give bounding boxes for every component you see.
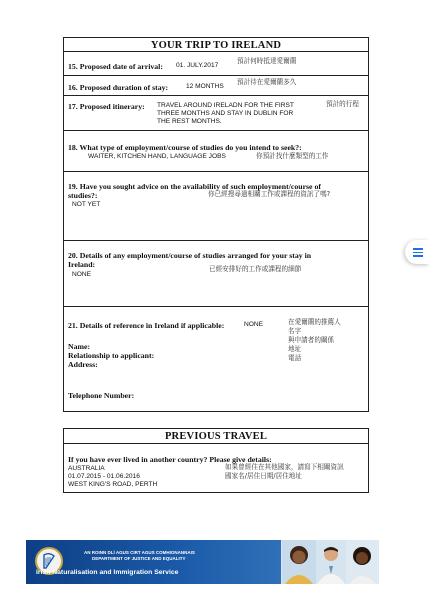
divider — [64, 171, 368, 172]
banner-service-name: Irish Naturalisation and Immigration Service — [36, 569, 179, 576]
q15-answer[interactable]: 01. JULY.2017 — [176, 62, 219, 69]
q19-note: 你已經搜尋過相關工作或課程的資訊了嗎? — [208, 190, 331, 198]
q20-label-line-1: 20. Details of any employment/course of studies arranged for your stay in — [68, 251, 312, 260]
divider — [64, 443, 368, 444]
previous-travel-dates[interactable]: 01.07.2015 - 01.06.2016 — [68, 473, 140, 480]
divider — [64, 130, 368, 131]
portrait-woman-icon — [282, 540, 316, 584]
divider — [64, 306, 368, 307]
q18-label: 18. What type of employment/course of studies do you intend to seek?: — [68, 143, 302, 152]
previous-travel-note-2: 國家名/居住日期/居住地址 — [225, 472, 302, 480]
q17-answer-line-2[interactable]: THREE MONTHS AND STAY IN DUBLIN FOR — [157, 110, 294, 117]
q21-label: 21. Details of reference in Ireland if applicable: — [68, 321, 225, 330]
q20-note: 已經安排好的工作或課程的細節 — [209, 265, 302, 273]
q20-answer[interactable]: NONE — [72, 271, 92, 278]
q16-label: 16. Proposed duration of stay: — [68, 83, 169, 92]
trip-section — [63, 37, 369, 412]
q21-note-address: 地址 — [288, 345, 302, 353]
divider — [64, 75, 368, 76]
banner-irish-line: AN ROINN DLÍ AGUS CIRT AGUS COMHIONANNAIS — [84, 550, 195, 555]
q17-answer-line-3[interactable]: THE REST MONTHS. — [157, 118, 222, 125]
previous-travel-question: If you have ever lived in another country? Please give details: — [68, 455, 272, 464]
menu-lines-icon — [413, 248, 423, 250]
divider — [64, 240, 368, 241]
ins-banner — [26, 540, 379, 584]
relationship-label: Relationship to applicant: — [68, 351, 155, 360]
portrait-man-icon — [316, 540, 346, 584]
previous-travel-section — [63, 428, 369, 493]
q21-answer[interactable]: NONE — [244, 321, 264, 328]
q15-note: 預計何時抵達愛爾蘭 — [237, 57, 297, 65]
q19-answer[interactable]: NOT YET — [72, 201, 101, 208]
side-menu-button[interactable] — [405, 240, 429, 264]
q18-note: 你預計找什麼類型的工作 — [256, 152, 329, 160]
q16-answer[interactable]: 12 MONTHS — [186, 83, 224, 90]
q15-label: 15. Proposed date of arrival: — [68, 62, 163, 71]
menu-line — [413, 252, 423, 254]
q17-answer-line-1[interactable]: TRAVEL AROUND IRELADN FOR THE FIRST — [157, 102, 294, 109]
telephone-label: Telephone Number: — [68, 391, 135, 400]
q17-label: 17. Proposed itinerary: — [68, 102, 145, 111]
previous-travel-title: PREVIOUS TRAVEL — [164, 431, 268, 442]
q16-note: 預計待在愛爾蘭多久 — [237, 78, 297, 86]
address-label: Address: — [68, 360, 98, 369]
q21-note-reference: 在愛爾蘭的推薦人 — [288, 318, 341, 326]
menu-line — [413, 255, 423, 257]
q19-label-line-2: studies?: — [68, 191, 98, 200]
name-label: Name: — [68, 342, 91, 351]
previous-travel-address[interactable]: WEST KING'S ROAD, PERTH — [68, 481, 158, 488]
banner-dept-line: DEPARTMENT OF JUSTICE AND EQUALITY — [92, 556, 186, 561]
divider — [64, 51, 368, 52]
q20-label-line-2: Ireland: — [68, 260, 96, 269]
previous-travel-note-1: 如果曾經住在其他國家，請寫下相關資訊 — [225, 463, 344, 471]
divider — [64, 95, 368, 96]
q19-label-line-1: 19. Have you sought advice on the availability of such employment/course of — [68, 182, 321, 191]
trip-section-title: YOUR TRIP TO IRELAND — [150, 40, 282, 51]
banner-background — [26, 540, 281, 584]
q18-answer[interactable]: WAITER, KITCHEN HAND, LANGUAGE JOBS — [88, 153, 226, 160]
portrait-girl-icon — [346, 540, 379, 584]
q21-note-relationship: 與申請者的關係 — [288, 336, 335, 344]
q21-note-name: 名字 — [288, 327, 302, 335]
previous-travel-country[interactable]: AUSTRALIA — [68, 465, 105, 472]
q21-note-telephone: 電話 — [288, 354, 302, 362]
q17-note: 預計的行程 — [326, 100, 359, 108]
